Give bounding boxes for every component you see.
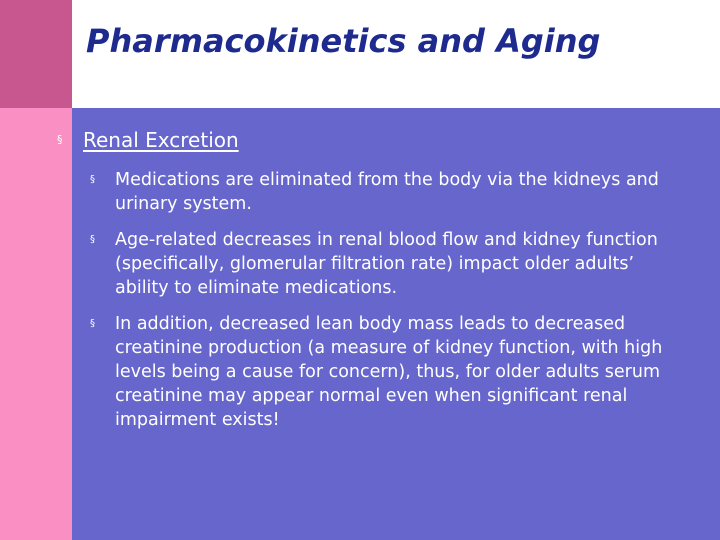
bullet-point: [90, 168, 690, 216]
bullet-text: Medications are eliminated from the body via the kidneys and urinary system.: [115, 170, 659, 214]
bullet-icon: §: [90, 318, 95, 329]
left-accent-top: [0, 0, 72, 108]
bullet-text: In addition, decreased lean body mass leads to decreased creatinine production (a measure of kidney function, with high levels being a cause for concern), thus, for older adults serum creatinine may appear normal even when significant renal impairment exists!: [115, 314, 663, 430]
bullet-text: Age-related decreases in renal blood flow and kidney function (specifically, glomerular filtration rate) impact older adults’ ability to eliminate medications.: [115, 230, 658, 298]
heading-bullet-icon: §: [57, 133, 63, 146]
bullet-icon: §: [90, 234, 95, 245]
bullet-point: [90, 312, 690, 432]
bullet-point: [90, 228, 690, 300]
bullet-icon: §: [90, 174, 95, 185]
left-accent-bottom: [0, 108, 72, 540]
bullet-list: [90, 168, 690, 444]
section-heading: Renal Excretion: [83, 128, 239, 152]
slide-title: Pharmacokinetics and Aging: [86, 22, 601, 60]
